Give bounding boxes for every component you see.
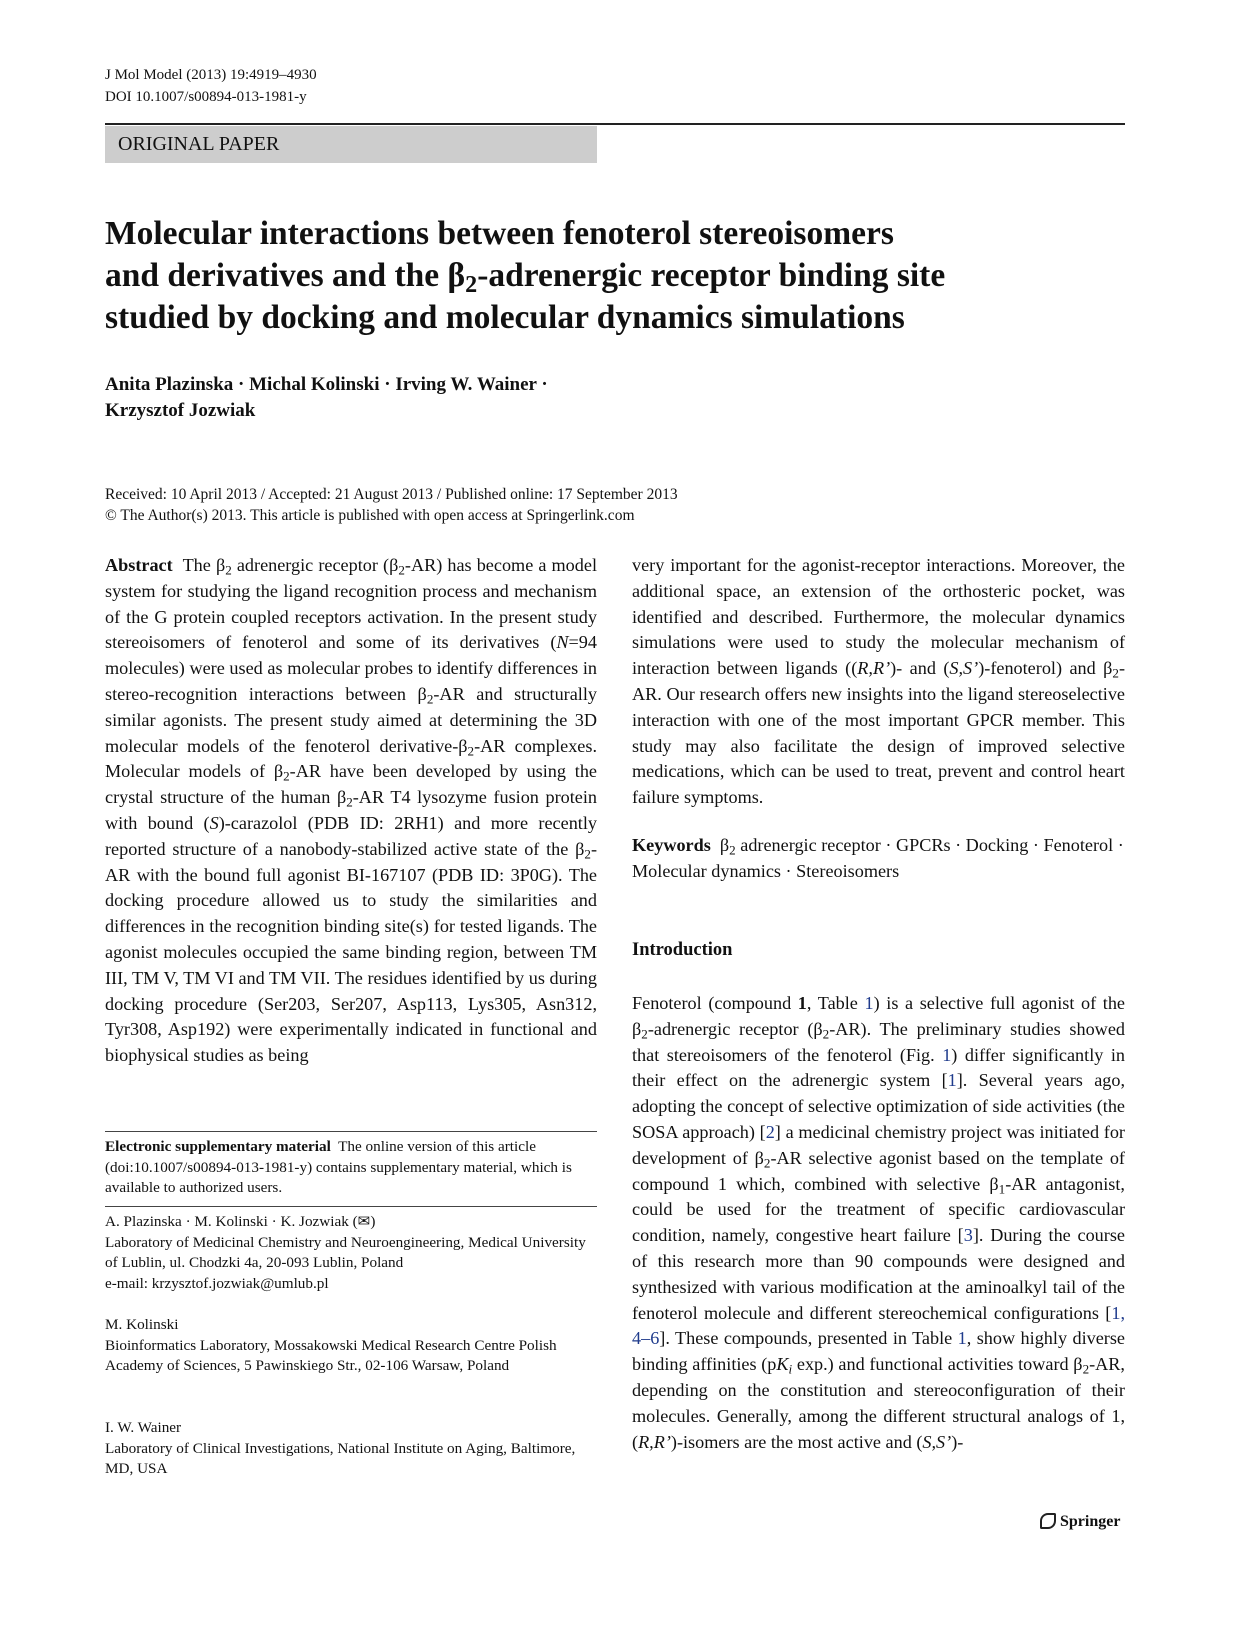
received-line: Received: 10 April 2013 / Accepted: 21 August 2013 / Published online: 17 September 2013 bbox=[105, 486, 678, 503]
esm-label: Electronic supplementary material bbox=[105, 1138, 331, 1155]
copyright-line: © The Author(s) 2013. This article is published with open access at Springerlink.com bbox=[105, 507, 635, 524]
abstract-left-column bbox=[105, 553, 597, 1069]
table-link[interactable]: 1 bbox=[864, 993, 874, 1013]
citation-link[interactable]: 3 bbox=[963, 1225, 973, 1246]
introduction-heading: Introduction bbox=[632, 940, 733, 960]
springer-horse-icon bbox=[1040, 1513, 1056, 1529]
journal-citation bbox=[105, 64, 317, 108]
author-email[interactable]: e-mail: krzysztof.jozwiak@umlub.pl bbox=[105, 1274, 329, 1292]
publication-dates bbox=[105, 484, 1125, 526]
abstract-continuation: very important for the agonist-receptor interactions. Moreover, the additional space, an extension of the orthosteric pocket, was identified and described. Furthermore, the molecular dynamics simulations were used to study the molecular mechanism of interaction between ligands ((R,R’)- and (S,S’)-fenoterol) and $\beta_2-AR$. Our research offers new insights into the ligand stereoselective interaction with one of the most important GPCR member. This study may also facilitate the design of improved selective medications, which can be used to treat, prevent and control heart failure symptoms. bbox=[632, 555, 1125, 808]
title-line-1: Molecular interactions between fenoterol stereoisomers bbox=[105, 215, 894, 252]
authors-line-2: Krzysztof Jozwiak bbox=[105, 400, 256, 421]
abstract-paragraph: Abstract The $\beta_2$ adrenergic receptor $(\beta_2-AR)$ has become a model system for studying the ligand recognition process and mechanism of the G protein coupled receptors activation. In the present study stereoisomers of fenoterol and some of its derivatives (N=94 molecules) were used as molecular probes to identify differences in stereo-recognition interactions between $\beta_2-AR$ and structurally similar agonists. The present study aimed at determining the 3D molecular models of the fenoterol derivative-$\beta_2-AR$ complexes. Molecular models of $\beta_2-AR$ have been developed by using the crystal structure of the human $\beta_2-AR$ T4 lysozyme fusion protein with bound (S)-carazolol (PDB ID: 2RH1) and more recently reported structure of a nanobody-stabilized active state of the $\beta_2-AR$ with the bound full agonist BI-167107 (PDB ID: 3P0G). The docking procedure allowed us to study the similarities and differences in the recognition binding site(s) for tested ligands. The agonist molecules occupied the same binding region, between TM III, TM V, TM VI and TM VII. The residues identified by us during docking procedure (Ser203, Ser207, Asp113, Lys305, Asn312, Tyr308, Asp192) were experimentally indicated in functional and biophysical studies as being bbox=[105, 555, 598, 1066]
affiliation-block: I. W. Wainer Laboratory of Clinical Investigations, National Institute on Aging, Baltimore, MD, USA bbox=[105, 1419, 576, 1477]
citation-link[interactable]: 2 bbox=[765, 1121, 775, 1142]
abstract-label: Abstract bbox=[105, 555, 173, 575]
citation-link[interactable]: 1 bbox=[947, 1070, 957, 1091]
abstract-right-column bbox=[632, 553, 1125, 885]
author-list bbox=[105, 372, 665, 424]
esm-rule bbox=[105, 1131, 597, 1132]
section-label: ORIGINAL PAPER bbox=[105, 126, 597, 163]
title-line-2: and derivatives and the $\beta_2$-adrenergic receptor binding site bbox=[105, 257, 946, 299]
title-line-3: studied by docking and molecular dynamics simulations bbox=[105, 299, 905, 336]
table-link[interactable]: 1 bbox=[957, 1328, 967, 1349]
keywords: Keywords $\beta_2$ adrenergic receptor · GPCRs · Docking · Fenoterol · Molecular dynamics · Stereoisomers bbox=[632, 834, 1124, 881]
figure-link[interactable]: 1 bbox=[942, 1044, 952, 1065]
authors-line-1: Anita Plazinska · Michal Kolinski · Irving W. Wainer · bbox=[105, 374, 548, 395]
publisher-logo: Springer bbox=[1040, 1513, 1120, 1531]
affiliation-block: A. Plazinska · M. Kolinski · K. Jozwiak (✉) Laboratory of Medicinal Chemistry and Neuroengineering, Medical University of Lublin, ul. Chodzki 4a, 20-093 Lublin, Poland e-mail: krzysztof.jozwiak@umlub.pl bbox=[105, 1212, 597, 1294]
paper-title bbox=[105, 213, 1125, 339]
keywords-label: Keywords bbox=[632, 834, 711, 855]
esm-note: Electronic supplementary material The online version of this article (doi:10.1007/s00894-013-1981-y) contains supplementary material, which is available to authorized users. bbox=[105, 1138, 572, 1196]
doi-line: DOI 10.1007/s00894-013-1981-y bbox=[105, 89, 307, 105]
affiliation-rule bbox=[105, 1206, 597, 1207]
header-rule bbox=[105, 123, 1125, 125]
citation-link[interactable]: 1, 4–6 bbox=[632, 1302, 1125, 1349]
affiliation-block: M. Kolinski Bioinformatics Laboratory, Mossakowski Medical Research Centre Polish Academy of Sciences, 5 Pawinskiego Str., 02-106 Warsaw, Poland bbox=[105, 1316, 557, 1374]
journal-line: J Mol Model (2013) 19:4919–4930 bbox=[105, 67, 317, 83]
introduction-body: Fenoterol (compound 1, Table 1) is a selective full agonist of the $\beta_2$-adrenergic receptor $(\beta_2-AR)$. The preliminary studies showed that stereoisomers of the fenoterol (Fig. 1) differ significantly in their effect on the adrenergic system [1]. Several years ago, adopting the concept of selective optimization of side activities (the SOSA approach) [2] a medicinal chemistry project was initiated for development of $\beta_2-AR$ selective agonist based on the template of compound 1 which, combined with selective $\beta_1-AR$ antagonist, could be used for the treatment of specific cardiovascular condition, namely, congestive heart failure [3]. During the course of this research more than 90 compounds were designed and synthesized with various modification at the aminoalkyl tail of the fenoterol molecule and different stereochemical configurations [1, 4–6]. These compounds, presented in Table 1, show highly diverse binding affinities ($pK_i$ exp.) and functional activities toward $\beta_2-AR$, depending on the constitution and stereoconfiguration of their molecules. Generally, among the different structural analogs of 1, (R,R’)-isomers are the most active and (S,S’)- bbox=[632, 993, 1126, 1452]
